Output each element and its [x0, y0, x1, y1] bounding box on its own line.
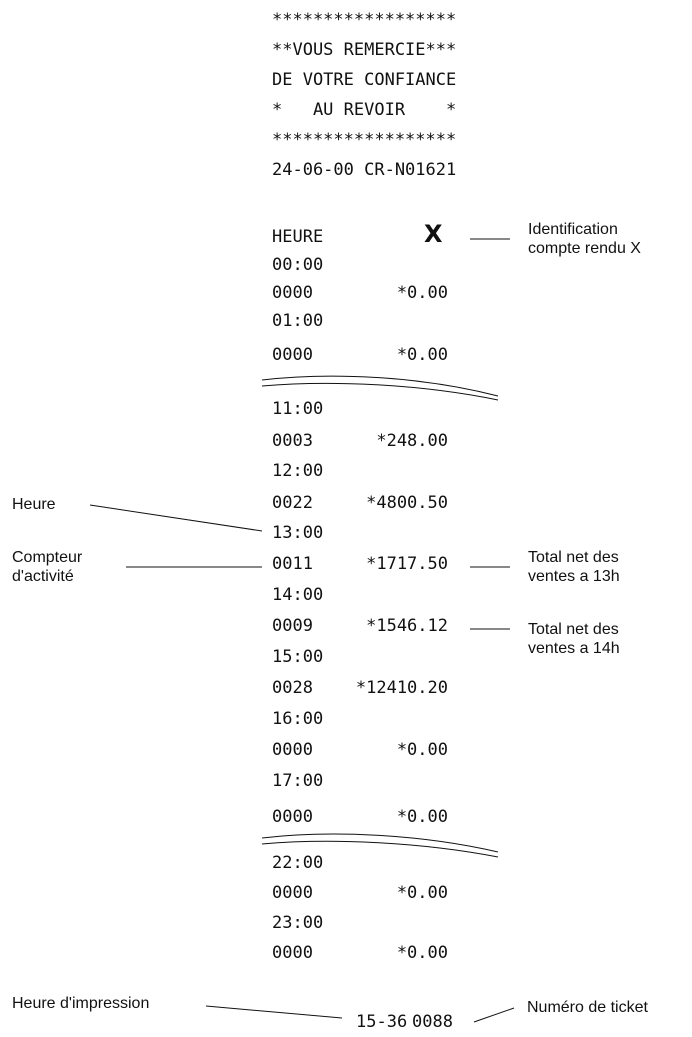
break-wave-1	[262, 376, 498, 400]
receipt-block-1	[272, 255, 448, 365]
header-line-4: * AU REVOIR *	[272, 100, 457, 120]
row-time: 23:00	[272, 913, 324, 933]
row-time: 16:00	[272, 709, 324, 729]
report-id-mark: X	[424, 220, 443, 248]
ticket-number: 0088	[412, 1012, 453, 1032]
row-amount: *0.00	[396, 943, 448, 963]
callout-heure-impression	[12, 995, 342, 1018]
callout-total-14h-line-1: Total net des	[528, 621, 619, 638]
callout-numero-ticket	[474, 999, 648, 1022]
row-time: 11:00	[272, 399, 324, 419]
callout-identification-line-2: compte rendu X	[528, 240, 641, 257]
row-amount: *0.00	[396, 740, 448, 760]
row-count: 0000	[272, 283, 313, 303]
receipt-block-2	[272, 399, 448, 827]
header-line-2: **VOUS REMERCIE***	[272, 40, 457, 60]
callout-total-13h	[470, 549, 620, 585]
row-time: 12:00	[272, 461, 324, 481]
callout-total-14h-line-2: ventes a 14h	[528, 640, 620, 657]
row-count: 0022	[272, 493, 313, 513]
row-amount: *12410.20	[355, 678, 448, 698]
callout-heure-impression-label: Heure d'impression	[12, 995, 150, 1012]
leader-line	[206, 1006, 342, 1018]
callout-total-13h-line-1: Total net des	[528, 549, 619, 566]
row-count: 0011	[272, 554, 313, 574]
report-column-label: HEURE	[272, 227, 324, 247]
row-count: 0000	[272, 345, 313, 365]
receipt-header	[272, 10, 456, 180]
callout-numero-ticket-label: Numéro de ticket	[527, 999, 648, 1016]
row-amount: *0.00	[396, 807, 448, 827]
row-count: 0003	[272, 431, 313, 451]
row-amount: *0.00	[396, 283, 448, 303]
row-time: 00:00	[272, 255, 324, 275]
row-count: 0000	[272, 807, 313, 827]
row-amount: *0.00	[396, 345, 448, 365]
row-count: 0000	[272, 943, 313, 963]
row-amount: *1546.12	[366, 616, 448, 636]
leader-line	[474, 1008, 514, 1022]
header-date-line: 24-06-00 CR-N01621	[272, 160, 457, 180]
callout-compteur-line-2: d'activité	[12, 568, 74, 585]
row-amount: *4800.50	[366, 493, 448, 513]
row-count: 0009	[272, 616, 313, 636]
header-line-1: ******************	[272, 10, 457, 30]
row-time: 14:00	[272, 585, 324, 605]
row-time: 17:00	[272, 771, 324, 791]
row-amount: *0.00	[396, 883, 448, 903]
receipt-footer	[356, 1012, 453, 1032]
header-line-3: DE VOTRE CONFIANCE	[272, 70, 457, 90]
receipt-block-3	[272, 853, 448, 963]
callout-compteur	[12, 549, 262, 585]
callout-identification-line-1: Identification	[528, 221, 618, 238]
callout-identification	[470, 221, 641, 257]
callout-heure-label: Heure	[12, 496, 56, 513]
row-count: 0000	[272, 740, 313, 760]
row-amount: *248.00	[376, 431, 448, 451]
row-time: 13:00	[272, 523, 324, 543]
row-time: 15:00	[272, 647, 324, 667]
callout-total-14h	[470, 621, 620, 657]
row-time: 22:00	[272, 853, 324, 873]
callout-compteur-line-1: Compteur	[12, 549, 83, 566]
row-count: 0028	[272, 678, 313, 698]
callout-heure	[12, 496, 262, 531]
callout-total-13h-line-2: ventes a 13h	[528, 568, 620, 585]
row-count: 0000	[272, 883, 313, 903]
row-amount: *1717.50	[366, 554, 448, 574]
row-time: 01:00	[272, 311, 324, 331]
leader-line	[90, 505, 262, 531]
print-time: 15-36	[356, 1012, 408, 1032]
header-line-5: ******************	[272, 130, 457, 150]
